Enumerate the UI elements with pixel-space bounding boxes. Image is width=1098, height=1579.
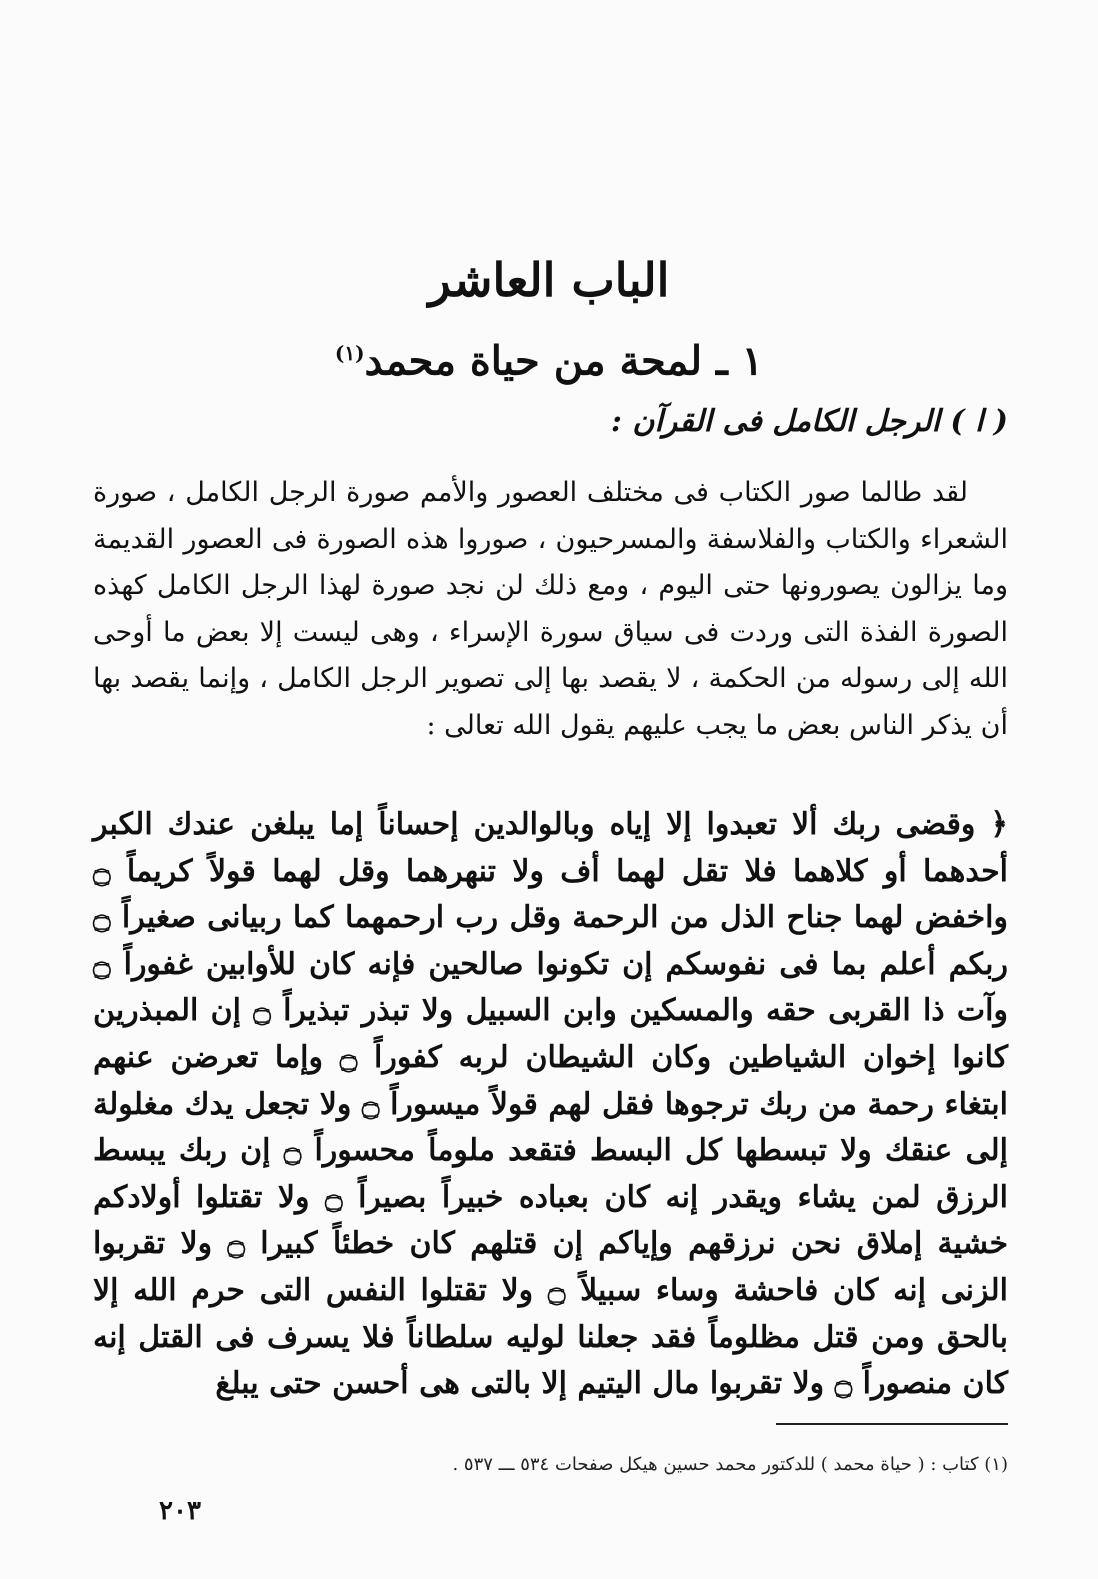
quran-text: ﴿ وقضى ربك ألا تعبدوا إلا إياه وبالوالدين إحساناً إما يبلغن عندك الكبر أحدهما أو كلاهما فلا تقل لهما أف ولا تنهرهما وقل لهما قولاً كريماً ۝ واخفض لهما جناح الذل من الرحمة وقل رب ارحمهما كما ربيانى صغيراً ۝ ربكم أعلم بما فى نفوسكم إن تكونوا صالحين فإنه كان للأوابين غفوراً ۝ وآت ذا القربى حقه والمسكين وابن السبيل ولا تبذر تبذيراً ۝ إن المبذرين كانوا إخوان الشياطين وكان الشيطان لربه كفوراً ۝ وإما تعرضن عنهم ابتغاء رحمة من ربك ترجوها فقل لهم قولاً ميسوراً ۝ ولا تجعل يدك مغلولة إلى عنقك ولا تبسطها كل البسط فتقعد ملوماً محسوراً ۝ إن ربك يبسط الرزق لمن يشاء ويقدر إنه كان بعباده خبيراً بصيراً ۝ ولا تقتلوا أولادكم خشية إملاق نحن نرزقهم وإياكم إن قتلهم كان خطئاً كبيرا ۝ ولا تقربوا الزنى إنه كان فاحشة وساء سبيلاً ۝ ولا تقتلوا النفس التى حرم الله إلا بالحق ومن قتل مظلوماً فقد جعلنا لوليه سلطاناً فلا يسرف فى القتل إنه كان منصوراً ۝ ولا تقربوا مال اليتيم إلا بالتى هى أحسن حتى يبلغ — [93, 807, 1009, 1402]
subsection-title: ( ا ) الرجل الكامل فى القرآن : — [610, 404, 1008, 439]
section-title-text: ١ ـ لمحة من حياة محمد — [364, 337, 764, 385]
footnote-marker: (١) — [334, 341, 365, 365]
footnote-divider — [776, 1423, 1008, 1425]
chapter-title: الباب العاشر — [428, 253, 670, 307]
page-number: ٢٠٣ — [159, 1496, 201, 1526]
section-title — [0, 325, 1098, 389]
quran-quote — [93, 802, 1008, 1408]
footnote: (١) كتاب : ( حياة محمد ) للدكتور محمد حسين هيكل صفحات ٥٣٤ ـــ ٥٣٧ . — [452, 1454, 1008, 1475]
intro-text: لقد طالما صور الكتاب فى مختلف العصور والأمم صورة الرجل الكامل ، صورة الشعراء والكتاب والفلاسفة والمسرحيون ، صوروا هذه الصورة فى العصور القديمة وما يزالون يصورونها حتى اليوم ، ومع ذلك لن نجد صورة لهذا الرجل الكامل كهذه الصورة الفذة التى وردت فى سياق سورة الإسراء ، وهى ليست إلا بعض ما أوحى الله إلى رسوله من الحكمة ، لا يقصد بها إلى تصوير الرجل الكامل ، وإنما يقصد بها أن يذكر الناس بعض ما يجب عليهم يقول الله تعالى : — [93, 477, 1008, 741]
intro-paragraph — [93, 470, 1008, 749]
